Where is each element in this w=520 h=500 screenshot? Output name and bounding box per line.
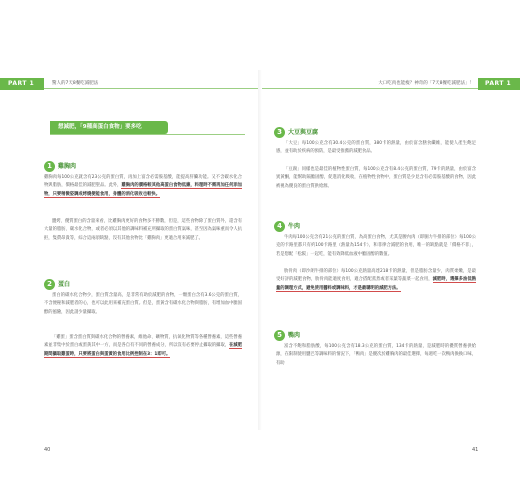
section-number: 4 — [274, 221, 285, 232]
section-title: 蛋白 — [58, 281, 71, 288]
emphasis-text: 雞胸肉的價格較其他高蛋白食物低廉，料理時不需再加任何添加物，只要稍微姿調成烤燒便能食用，身體的消化吸收也較快。 — [44, 183, 243, 197]
paragraph-text: 雞胸肉每100公克就含有23公克的蛋白質，再加上富含必需胺基酸，能提高肝臟功能。又不含碳水化合物與脂肪，價格最佳的減肥聖品。此外， — [44, 175, 242, 189]
banner-rule — [50, 134, 245, 135]
paragraph-egg-2 — [44, 334, 242, 359]
emphasis-text: 在減肥期間攝取雞蛋時，只要將蛋白與蛋黃的食用比例控制在3：1即可。 — [44, 343, 242, 357]
section-title: 牛肉 — [288, 223, 301, 230]
paragraph-text: 「雞蛋」蛋含蛋白質與碳水化合物的營養素，維他命、礦物質，抗氧化物質等各種營養素，這些營養素並非集中於蛋白或蛋黃其中一方，而是各自有不同的營養成分，所以沒有必要停止攝取的攝取， — [44, 335, 242, 349]
running-header-left: 驚人的7天8餐吃減肥法 — [52, 81, 99, 86]
part-label-left: PART 1 — [8, 80, 35, 87]
part-label-right: PART 1 — [485, 80, 512, 87]
section-number: 3 — [274, 127, 285, 138]
page-number-right: 41 — [472, 447, 479, 453]
paragraph-soy-1: 「大豆」每100公克含有30.4公克的蛋白質，380卡的熱量，由於富含膳食纖維，能使人產生飽足感，並有助於疾病的預防，是最受推薦的減肥食品。 — [276, 141, 476, 155]
section-banner: 想減肥，「9種高蛋白食物」要多吃 — [50, 121, 168, 134]
section-number: 5 — [274, 330, 285, 341]
emphasis-text: 減肥時，選擇多油低熱量的調理方式，避免使用醬料或調味料，才是最聰明的減肥方法。 — [276, 277, 476, 291]
header-rule-left — [44, 88, 258, 89]
page-gutter — [258, 70, 262, 430]
section-number: 1 — [44, 161, 55, 172]
paragraph-beef-2 — [276, 268, 476, 293]
paragraph-chicken-2: 鹽烤、優質蛋白的含量來看，比雞胸肉更好的食物多不勝數，但是，這些食物除了蛋白質外，還含有大量的脂肪、碳水化合物，或者必須以其他的調味料補充所攝取的蛋白質氣味，甚至因為氣味重而令人抗拒，隻費昂貴等，綜合這兩項缺點，沒有其他食物比「雞胸肉」更適合用來減肥了。 — [44, 219, 242, 241]
paragraph-beef-1: 牛肉每100公克含有21公克的蛋白質，為高蛋白食物，尤其是腰內肉（即胴力牛排的部位）每100公克的卡路里都只有約100卡路里（熱量為154卡），和菲律合減肥的食用，唯一的缺點就是「價格不菲」，若是想配「松阪」一起吃，能有效降低血液中膽固醇的數值。 — [276, 235, 476, 257]
running-header-right: 大口吃肉也能瘦？神奇的「7天8餐吃減肥法」！ — [378, 81, 474, 86]
paragraph-egg-1: 蛋白的碳水化合物少，蛋白質含量高，是非常有助於減肥的食物，一顆蛋白含有3.6公克的蛋白質，不含便秘和減肥者的心，也可以此用來補充蛋白質。但是，蛋黃含有碳水化合物與脂肪，有增加血中膽固醇的風險，因此請少量攝取。 — [44, 293, 242, 315]
section-title: 大豆與豆腐 — [288, 129, 319, 136]
section-title: 雞胸肉 — [58, 163, 77, 170]
section-number: 2 — [44, 279, 55, 290]
paragraph-duck-1: 富含不飽和脂肪酸，每100公克含有18.3公克的蛋白質，134卡的熱量，是減肥時的優質營養供給源，在限制使用鹽巴等調味料的情況下，「鴨肉」是優次於雞胸肉的最佳選擇，每週吃一次鴨肉換換口味，有助 — [276, 344, 476, 366]
paragraph-soy-2: 「豆腐」同樣也是最佳的植物性蛋白質，每100公克含有8.4公克的蛋白質，79卡的熱量，由於富含異黃酮，能幫助隔膽固醇，促進消化吸收，在植物性食物中，蛋白質是少見含有必需胺基酸的食物，因此被視為優良的蛋白質供給源。 — [276, 167, 476, 189]
paragraph-text: 肋骨肉（即沙朗牛排的部位）每100公克熱量高達218卡的熱量，但是脂肪含量少，肉質柔嫩，是最受好評的減肥食物，肋骨肉能適度食用，適合搭配蒸煮或者采葉等蔬菜一起食用， — [276, 269, 476, 283]
paragraph-chicken-1 — [44, 174, 242, 199]
section-title: 鴨肉 — [288, 332, 301, 339]
page-number-left: 40 — [44, 447, 51, 453]
